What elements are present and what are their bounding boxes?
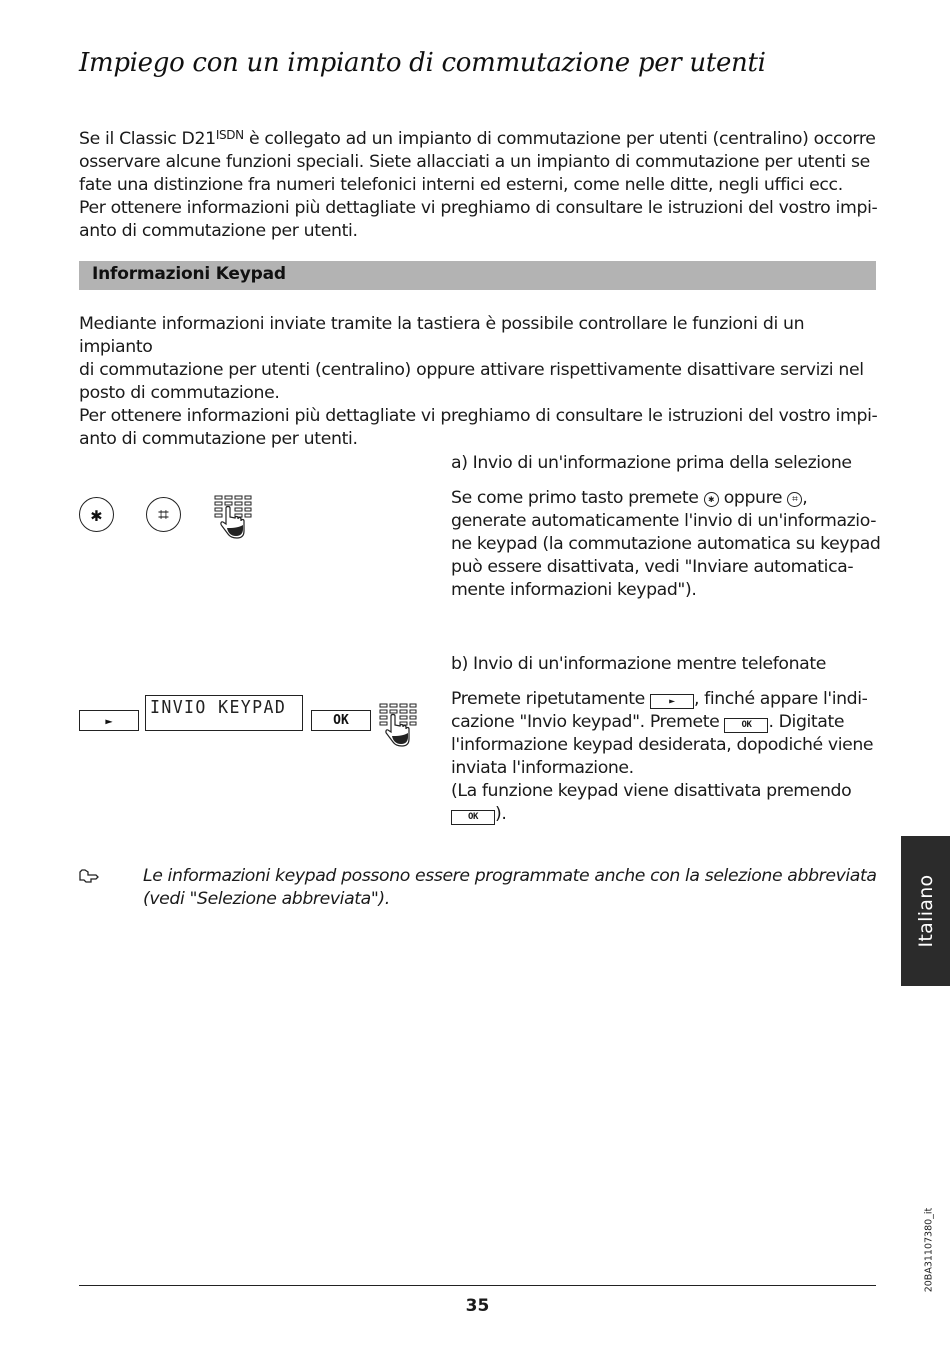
keypad-hand-icon: [213, 494, 253, 540]
keypad-line: Per ottenere informazioni più dettagliate vi preghiamo di consultare le istruzioni del vostro impi-: [79, 406, 878, 426]
step-b-line: cazione "Invio keypad". Premete: [451, 712, 725, 732]
ok-key-inline-icon: OK: [724, 718, 768, 733]
note-line: (vedi "Selezione abbreviata").: [143, 889, 390, 909]
intro-paragraph: [79, 124, 879, 243]
step-a-text: [451, 452, 881, 602]
keypad-hand-icon: [378, 702, 418, 748]
intro-line: è collegato ad un impianto di commutazione per utenti (centralino) occorre: [243, 129, 876, 149]
language-tab: [901, 836, 950, 986]
step-a-line: generate automaticamente l'invio di un'informazio-: [451, 511, 877, 531]
hand-pointer-icon: [79, 868, 99, 884]
isdn-superscript: ISDN: [215, 128, 244, 142]
intro-line: Per ottenere informazioni più dettagliate vi preghiamo di consultare le istruzioni del vostro impi-: [79, 198, 878, 218]
note-line: Le informazioni keypad possono essere programmate anche con la selezione abbreviata: [143, 866, 877, 886]
keypad-line: di commutazione per utenti (centralino) oppure attivare rispettivamente disattivare servizi nel: [79, 360, 864, 380]
step-b-line: l'informazione keypad desiderata, dopodiché viene: [451, 735, 874, 755]
phone-display: [145, 695, 303, 731]
note-text: [143, 865, 883, 911]
footer-rule: [79, 1285, 876, 1286]
step-b-line: ).: [495, 804, 507, 824]
step-a-line: ne keypad (la commutazione automatica su keypad: [451, 534, 881, 554]
step-b-heading: b) Invio di un'informazione mentre telefonate: [451, 654, 826, 674]
step-a-line: Se come primo tasto premete: [451, 488, 704, 508]
intro-line: osservare alcune funzioni speciali. Siete allacciati a un impianto di commutazione per utenti se: [79, 152, 870, 172]
step-a-line: ,: [802, 488, 808, 508]
hash-key-icon: ⌗: [146, 497, 181, 532]
keypad-paragraph: [79, 313, 879, 451]
step-a-line: oppure: [718, 488, 788, 508]
display-text: INVIO KEYPAD: [150, 697, 287, 718]
step-b-text: [451, 653, 881, 826]
keypad-line: posto di commutazione.: [79, 383, 280, 403]
step-a-line: mente informazioni keypad").: [451, 580, 697, 600]
document-code: 20BA31107380_it: [923, 1207, 935, 1293]
star-key-inline-icon: ✱: [704, 492, 719, 507]
intro-line: fate una distinzione fra numeri telefonici interni ed esterni, come nelle ditte, negli uffici ecc.: [79, 175, 843, 195]
page-title: Impiego con un impianto di commutazione per utenti: [79, 48, 766, 78]
step-b-line: Premete ripetutamente: [451, 689, 650, 709]
ok-key-inline-icon: OK: [451, 810, 495, 825]
language-tab-label: Italiano: [914, 874, 937, 948]
section-heading-bar: [79, 261, 876, 290]
step-b-line: , finché appare l'indi-: [693, 689, 868, 709]
hash-key-inline-icon: ⌗: [787, 492, 802, 507]
step-b-line: inviata l'informazione.: [451, 758, 634, 778]
intro-line: anto di commutazione per utenti.: [79, 221, 358, 241]
step-a-heading: a) Invio di un'informazione prima della selezione: [451, 453, 852, 473]
keypad-line: anto di commutazione per utenti.: [79, 429, 358, 449]
keypad-line: Mediante informazioni inviate tramite la tastiera è possibile controllare le funzioni di un impianto: [79, 314, 805, 357]
ok-key-icon: OK: [311, 710, 371, 731]
step-b-line: (La funzione keypad viene disattivata premendo: [451, 781, 852, 801]
arrow-key-inline-icon: ►: [650, 694, 694, 709]
step-b-line: . Digitate: [768, 712, 845, 732]
page-number: 35: [465, 1296, 490, 1316]
step-a-line: può essere disattivata, vedi "Inviare automatica-: [451, 557, 854, 577]
arrow-key-icon: ►: [79, 710, 139, 731]
section-heading: Informazioni Keypad: [92, 264, 286, 284]
intro-line: Se il Classic D21: [79, 129, 216, 149]
star-key-icon: ✱: [79, 497, 114, 532]
